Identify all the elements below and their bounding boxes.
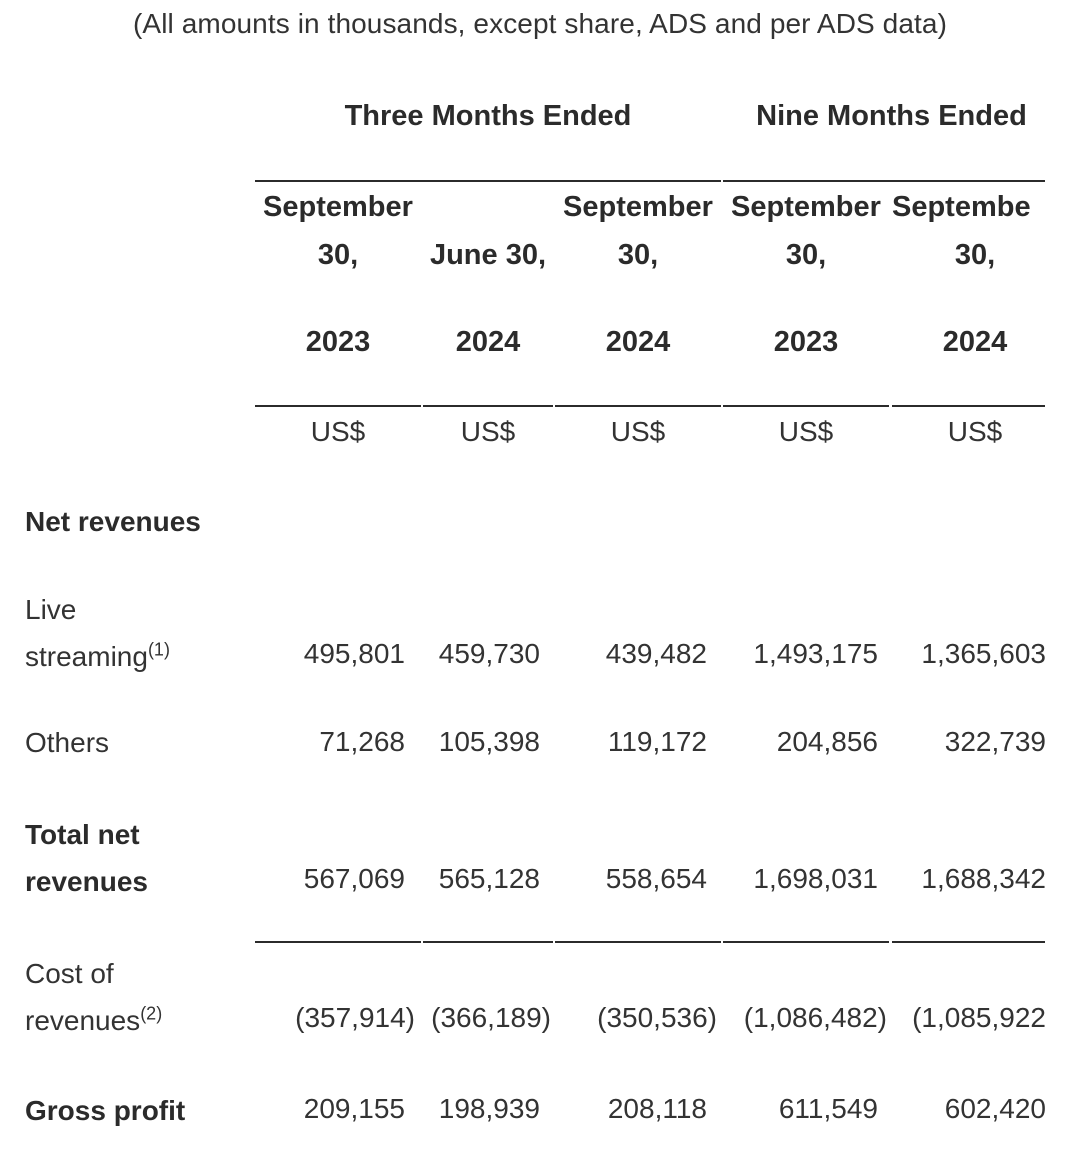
total-rule-col-3 (555, 941, 721, 943)
row-label-total-net-revenues-line1: Total net (25, 819, 140, 850)
col-4-day: 30, (785, 239, 827, 271)
group-header-nine-months: Nine Months Ended (756, 100, 1027, 132)
row-label-others: Others (25, 727, 110, 758)
col-1-day: 30, (317, 239, 359, 271)
row-label-cost-of-revenues (25, 950, 162, 1044)
group-header-three-months: Three Months Ended (344, 100, 632, 132)
live-streaming-col-5: 1,365,603 (921, 638, 1046, 669)
col-2-year: 2024 (455, 326, 521, 358)
gross-profit-col-5: 602,420 (944, 1093, 1046, 1124)
gross-profit-col-2: 198,939 (438, 1093, 540, 1124)
header-rule-col-4 (723, 405, 889, 407)
others-col-1: 71,268 (319, 726, 405, 757)
row-label-net-revenues: Net revenues (25, 506, 201, 537)
live-streaming-col-4: 1,493,175 (753, 638, 878, 669)
col-3-year: 2024 (605, 326, 671, 358)
header-rule-col-2 (423, 405, 553, 407)
total-net-revenues-col-1: 567,069 (303, 863, 405, 894)
col-5-currency: US$ (947, 416, 1003, 447)
total-net-revenues-col-3: 558,654 (605, 863, 707, 894)
cost-of-revenues-col-4: (1,086,482) (743, 1002, 887, 1033)
cost-of-revenues-col-5: (1,085,922 (912, 1002, 1046, 1033)
col-4-month: September (731, 191, 881, 223)
live-streaming-col-1: 495,801 (303, 638, 405, 669)
col-5-day: 30, (954, 239, 996, 271)
amounts-note: (All amounts in thousands, except share, ADS and per ADS data) (133, 8, 947, 39)
cost-of-revenues-col-1: (357,914) (295, 1002, 415, 1033)
total-rule-col-2 (423, 941, 553, 943)
total-net-revenues-col-5: 1,688,342 (921, 863, 1046, 894)
total-net-revenues-col-2: 565,128 (438, 863, 540, 894)
total-net-revenues-col-4: 1,698,031 (753, 863, 878, 894)
group-rule-nine-months (723, 180, 1045, 182)
row-label-total-net-revenues (25, 811, 148, 905)
cost-of-revenues-col-2: (366,189) (431, 1002, 551, 1033)
col-3-currency: US$ (610, 416, 666, 447)
live-streaming-col-2: 459,730 (438, 638, 540, 669)
total-rule-col-1 (255, 941, 421, 943)
others-col-5: 322,739 (944, 726, 1046, 757)
total-rule-col-5 (892, 941, 1045, 943)
footnote-ref-2: (2) (140, 1003, 163, 1024)
row-label-gross-profit: Gross profit (25, 1095, 186, 1126)
header-rule-col-3 (555, 405, 721, 407)
col-5-year: 2024 (942, 326, 1008, 358)
col-3-month: September (563, 191, 713, 223)
others-col-3: 119,172 (607, 726, 707, 757)
live-streaming-col-3: 439,482 (605, 638, 707, 669)
row-label-total-net-revenues-line2: revenues (25, 866, 148, 897)
group-rule-three-months (255, 180, 721, 182)
footnote-ref-1: (1) (147, 639, 170, 660)
col-2-day: June 30, (429, 239, 547, 271)
total-rule-col-4 (723, 941, 889, 943)
col-1-currency: US$ (310, 416, 366, 447)
col-1-month: September (263, 191, 413, 223)
row-label-cost-of-revenues-line2: revenues (25, 1005, 141, 1036)
col-4-year: 2023 (773, 326, 839, 358)
gross-profit-col-3: 208,118 (607, 1093, 707, 1124)
col-5-month: Septembe (892, 191, 1031, 223)
header-rule-col-1 (255, 405, 421, 407)
cost-of-revenues-col-3: (350,536) (597, 1002, 717, 1033)
row-label-live-streaming-line1: Live (25, 594, 77, 625)
col-2-currency: US$ (460, 416, 516, 447)
row-label-live-streaming-line2: streaming (25, 641, 148, 672)
row-label-live-streaming (25, 586, 170, 680)
col-1-year: 2023 (305, 326, 371, 358)
header-rule-col-5 (892, 405, 1045, 407)
row-label-cost-of-revenues-line1: Cost of (25, 958, 114, 989)
col-3-day: 30, (617, 239, 659, 271)
gross-profit-col-4: 611,549 (778, 1093, 878, 1124)
gross-profit-col-1: 209,155 (303, 1093, 405, 1124)
col-4-currency: US$ (778, 416, 834, 447)
others-col-4: 204,856 (776, 726, 878, 757)
others-col-2: 105,398 (438, 726, 540, 757)
